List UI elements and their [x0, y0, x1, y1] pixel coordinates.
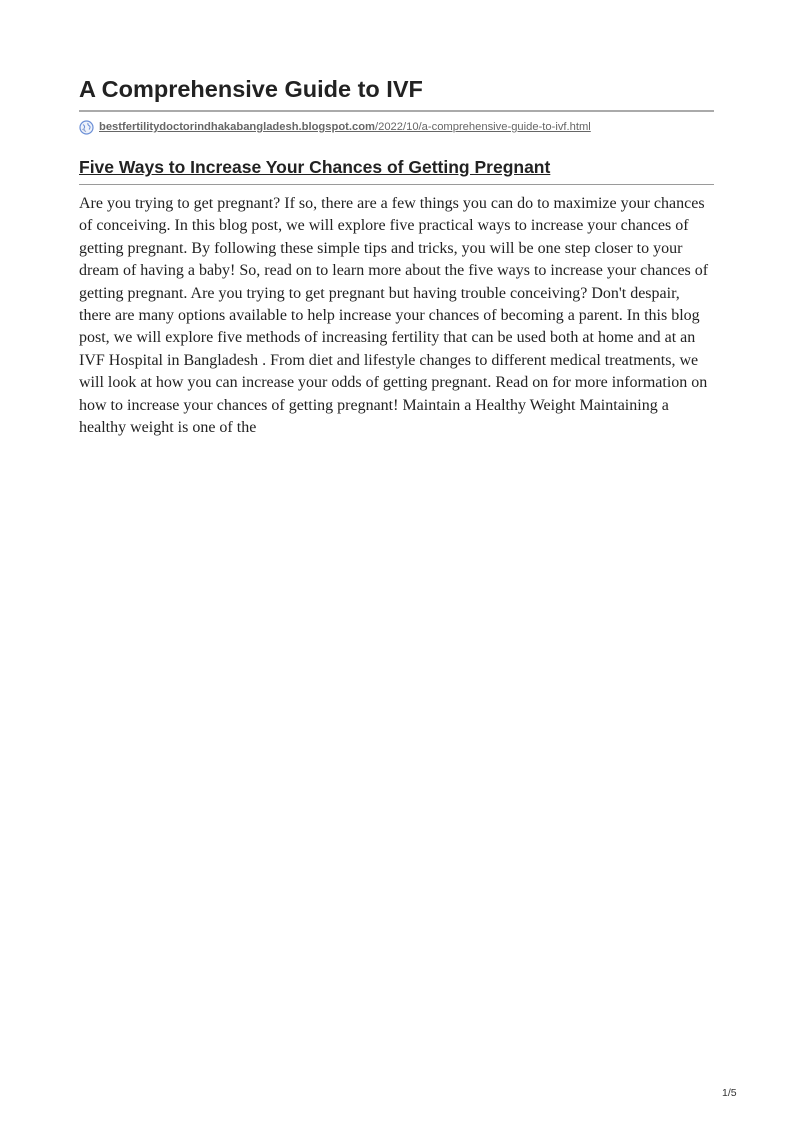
source-link[interactable] — [99, 121, 591, 133]
page-title: A Comprehensive Guide to IVF — [79, 76, 423, 102]
globe-icon — [79, 120, 94, 135]
page-number: 1/5 — [722, 1087, 737, 1099]
body-paragraph: Are you trying to get pregnant? If so, there are a few things you can do to maximize your chances of conceiving. In this blog post, we will explore five practical ways to increase your chances of getting pregnant. By following these simple tips and tricks, you will be one step closer to your dream of having a baby! So, read on to learn more about the five ways to increase your chances of getting pregnant. Are you trying to get pregnant but having trouble conceiving? Don't despair, there are many options available to help increase your chances of becoming a parent. In this blog post, we will explore five methods of increasing fertility that can be used both at home and at an IVF Hospital in Bangladesh . From diet and lifestyle changes to different medical treatments, we will look at how you can increase your odds of getting pregnant. Read on for more information on how to increase your chances of getting pregnant! Maintain a Healthy Weight Maintaining a healthy weight is one of the — [79, 195, 709, 437]
section-divider — [79, 184, 714, 185]
source-domain: bestfertilitydoctorindhakabangladesh.blogspot.com — [99, 121, 375, 133]
source-path: /2022/10/a-comprehensive-guide-to-ivf.html — [375, 121, 591, 133]
section-heading: Five Ways to Increase Your Chances of Getting Pregnant — [79, 157, 551, 177]
title-divider — [79, 110, 714, 112]
source-url — [79, 118, 591, 136]
